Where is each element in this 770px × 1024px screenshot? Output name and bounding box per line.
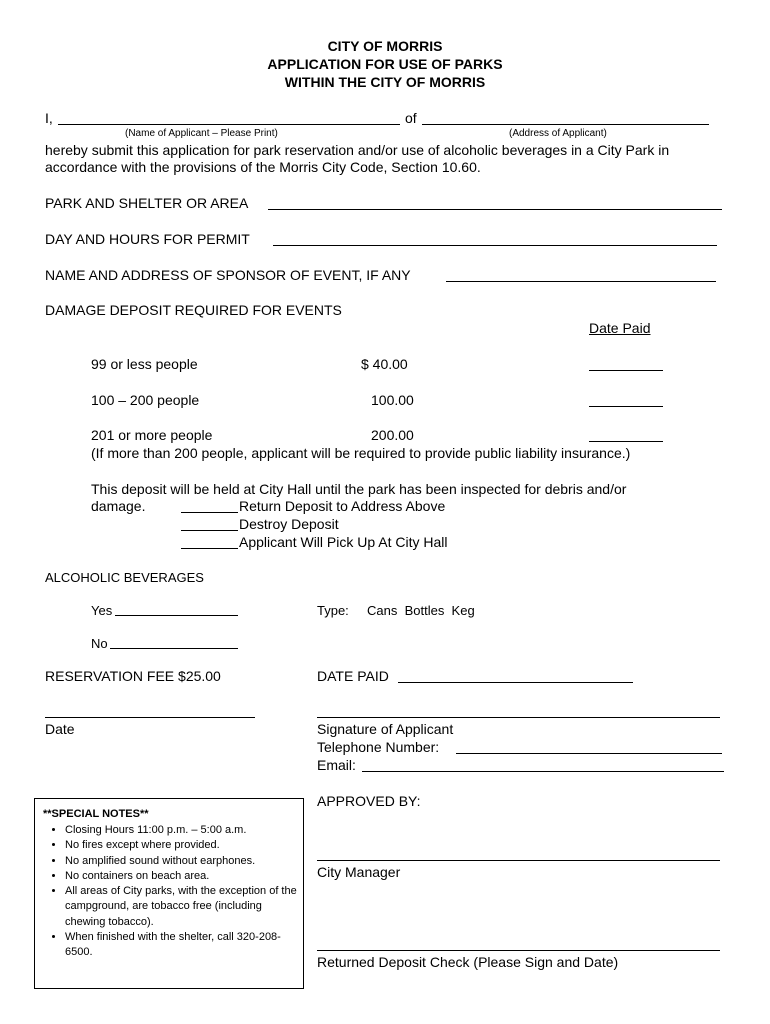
city-manager-signature-field[interactable]: [317, 860, 720, 861]
i-label: I,: [45, 110, 53, 126]
date-paid-field[interactable]: [398, 682, 633, 683]
pickup-deposit-option: Applicant Will Pick Up At City Hall: [239, 534, 448, 550]
of-label: of: [405, 110, 417, 126]
return-deposit-checkline[interactable]: [181, 512, 238, 513]
destroy-deposit-checkline[interactable]: [181, 530, 238, 531]
special-notes-list: [43, 823, 301, 961]
deposit-row-label: 99 or less people: [91, 356, 198, 372]
address-caption: (Address of Applicant): [509, 128, 607, 139]
telephone-label: Telephone Number:: [317, 739, 440, 755]
alcohol-no-field[interactable]: [110, 648, 238, 649]
alcohol-yes-label: Yes: [91, 603, 113, 618]
park-shelter-label: PARK AND SHELTER OR AREA: [45, 195, 249, 211]
date-paid-header: Date Paid: [589, 320, 651, 336]
intro-text-line-1: hereby submit this application for park reservation and/or use of alcoholic beverages in a City Park in: [45, 142, 670, 158]
applicant-address-field[interactable]: [422, 124, 709, 125]
alcohol-type-options: Cans Bottles Keg: [367, 603, 475, 618]
deposit-row-label: 201 or more people: [91, 427, 213, 443]
email-label: Email:: [317, 757, 356, 773]
signature-field[interactable]: [317, 717, 720, 718]
special-note-item: • No amplified sound without earphones.: [65, 854, 301, 869]
returned-check-signature-field[interactable]: [317, 950, 720, 951]
signature-label: Signature of Applicant: [317, 721, 454, 737]
telephone-field[interactable]: [456, 753, 722, 754]
special-note-item: • When finished with the shelter, call 320-208-6500.: [65, 930, 301, 961]
alcohol-type-label: Type:: [317, 603, 349, 618]
deposit-row-date-field[interactable]: [589, 370, 663, 371]
sponsor-label: NAME AND ADDRESS OF SPONSOR OF EVENT, IF ANY: [45, 267, 411, 283]
name-caption: (Name of Applicant – Please Print): [125, 128, 278, 139]
day-hours-label: DAY AND HOURS FOR PERMIT: [45, 231, 250, 247]
email-field[interactable]: [362, 771, 724, 772]
insurance-note: (If more than 200 people, applicant will be required to provide public liability insurance.): [91, 445, 631, 461]
deposit-held-damage: damage.: [91, 498, 146, 514]
pickup-deposit-checkline[interactable]: [181, 548, 238, 549]
applicant-name-field[interactable]: [58, 124, 400, 125]
date-field[interactable]: [45, 717, 255, 718]
intro-text-line-2: accordance with the provisions of the Morris City Code, Section 10.60.: [45, 159, 481, 175]
deposit-row-date-field[interactable]: [589, 406, 663, 407]
day-hours-field[interactable]: [273, 245, 717, 246]
deposit-row-label: 100 – 200 people: [91, 392, 200, 408]
deposit-row-amount: $ 40.00: [361, 356, 408, 372]
deposit-held-line-1: This deposit will be held at City Hall until the park has been inspected for debris and/or: [91, 481, 627, 497]
return-deposit-option: Return Deposit to Address Above: [239, 498, 446, 514]
special-note-item: • No fires except where provided.: [65, 838, 301, 853]
deposit-row-amount: 200.00: [371, 427, 414, 443]
special-notes-title: **SPECIAL NOTES**: [43, 808, 149, 820]
form-title-line-3: WITHIN THE CITY OF MORRIS: [284, 74, 486, 90]
form-title-line-1: CITY OF MORRIS: [327, 38, 443, 54]
returned-check-label: Returned Deposit Check (Please Sign and Date): [317, 954, 619, 970]
alcohol-no-label: No: [91, 636, 108, 651]
city-manager-label: City Manager: [317, 864, 401, 880]
deposit-row-date-field[interactable]: [589, 441, 663, 442]
special-notes-box: [34, 798, 304, 989]
park-shelter-field[interactable]: [268, 209, 722, 210]
approved-by-label: APPROVED BY:: [317, 793, 421, 809]
alcohol-yes-field[interactable]: [115, 615, 238, 616]
date-label: Date: [45, 721, 75, 737]
destroy-deposit-option: Destroy Deposit: [239, 516, 339, 532]
special-note-item: • Closing Hours 11:00 p.m. – 5:00 a.m.: [65, 823, 301, 838]
sponsor-field[interactable]: [446, 281, 716, 282]
form-title-line-2: APPLICATION FOR USE OF PARKS: [267, 56, 503, 72]
reservation-fee: RESERVATION FEE $25.00: [45, 668, 221, 684]
deposit-row-amount: 100.00: [371, 392, 414, 408]
deposit-heading: DAMAGE DEPOSIT REQUIRED FOR EVENTS: [45, 302, 342, 318]
alcohol-heading: ALCOHOLIC BEVERAGES: [45, 570, 204, 585]
date-paid-label: DATE PAID: [317, 668, 389, 684]
special-note-item: • No containers on beach area.: [65, 869, 301, 884]
special-note-item: • All areas of City parks, with the exception of the campground, are tobacco free (including chewing tobacco).: [65, 884, 301, 930]
